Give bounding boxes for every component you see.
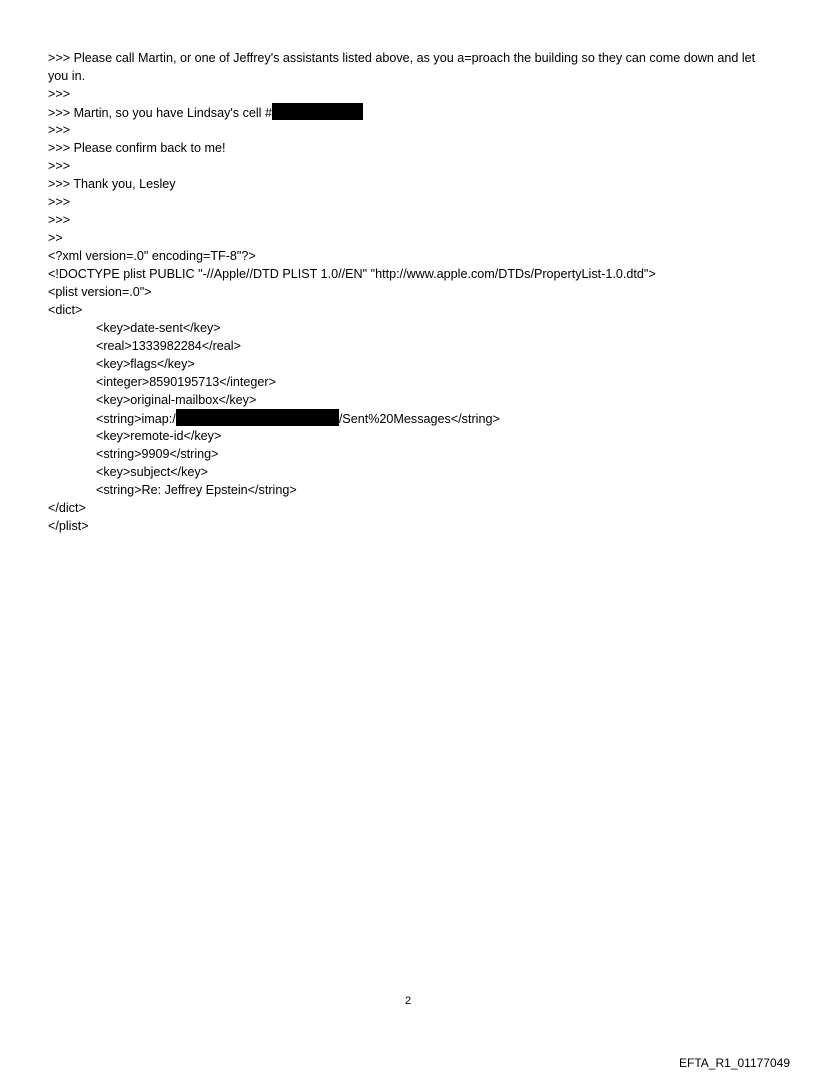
email-line: >>> Please confirm back to me! xyxy=(48,141,226,155)
plist-entry-prefix: <string>imap:/ xyxy=(96,412,176,426)
dict-open-tag: <dict> xyxy=(48,303,83,317)
plist-open-tag: <plist version=.0"> xyxy=(48,285,152,299)
plist-entry: <key>date-sent</key> xyxy=(96,321,221,335)
email-line: >> xyxy=(48,231,63,245)
email-line: >>> xyxy=(48,195,71,209)
email-line-text: >>> Martin, so you have Lindsay's cell # xyxy=(48,106,272,120)
plist-entry: <string>Re: Jeffrey Epstein</string> xyxy=(96,483,297,497)
bates-number: EFTA_R1_01177049 xyxy=(679,1056,790,1070)
plist-entry-with-redaction xyxy=(48,409,778,427)
plist-entry: <string>9909</string> xyxy=(96,447,219,461)
document-body xyxy=(48,49,778,535)
plist-entry: <integer>8590195713</integer> xyxy=(96,375,276,389)
page-number: 2 xyxy=(404,995,412,1007)
plist-entry: <key>original-mailbox</key> xyxy=(96,393,257,407)
plist-doctype: <!DOCTYPE plist PUBLIC "-//Apple//DTD PLIST 1.0//EN" "http://www.apple.com/DTDs/PropertyList-1.0.dtd"> xyxy=(48,267,656,281)
dict-close-tag: </dict> xyxy=(48,501,86,515)
plist-close-tag: </plist> xyxy=(48,519,89,533)
plist-xml-declaration: <?xml version=.0" encoding=TF-8"?> xyxy=(48,249,256,263)
plist-entry-suffix: /Sent%20Messages</string> xyxy=(338,412,500,426)
email-line: >>> xyxy=(48,123,71,137)
email-line: >>> Please call Martin, or one of Jeffrey's assistants listed above, as you a=proach the building so they can come down and let you in. xyxy=(48,51,756,83)
email-line: >>> xyxy=(48,159,71,173)
email-line-with-redaction xyxy=(48,103,778,121)
plist-entry: <key>remote-id</key> xyxy=(96,429,222,443)
email-line: >>> xyxy=(48,87,71,101)
email-line: >>> xyxy=(48,213,71,227)
plist-entry: <real>1333982284</real> xyxy=(96,339,241,353)
plist-entry: <key>flags</key> xyxy=(96,357,195,371)
redaction-block xyxy=(272,103,363,120)
email-line: >>> Thank you, Lesley xyxy=(48,177,176,191)
redaction-block xyxy=(176,409,339,426)
plist-entry: <key>subject</key> xyxy=(96,465,209,479)
